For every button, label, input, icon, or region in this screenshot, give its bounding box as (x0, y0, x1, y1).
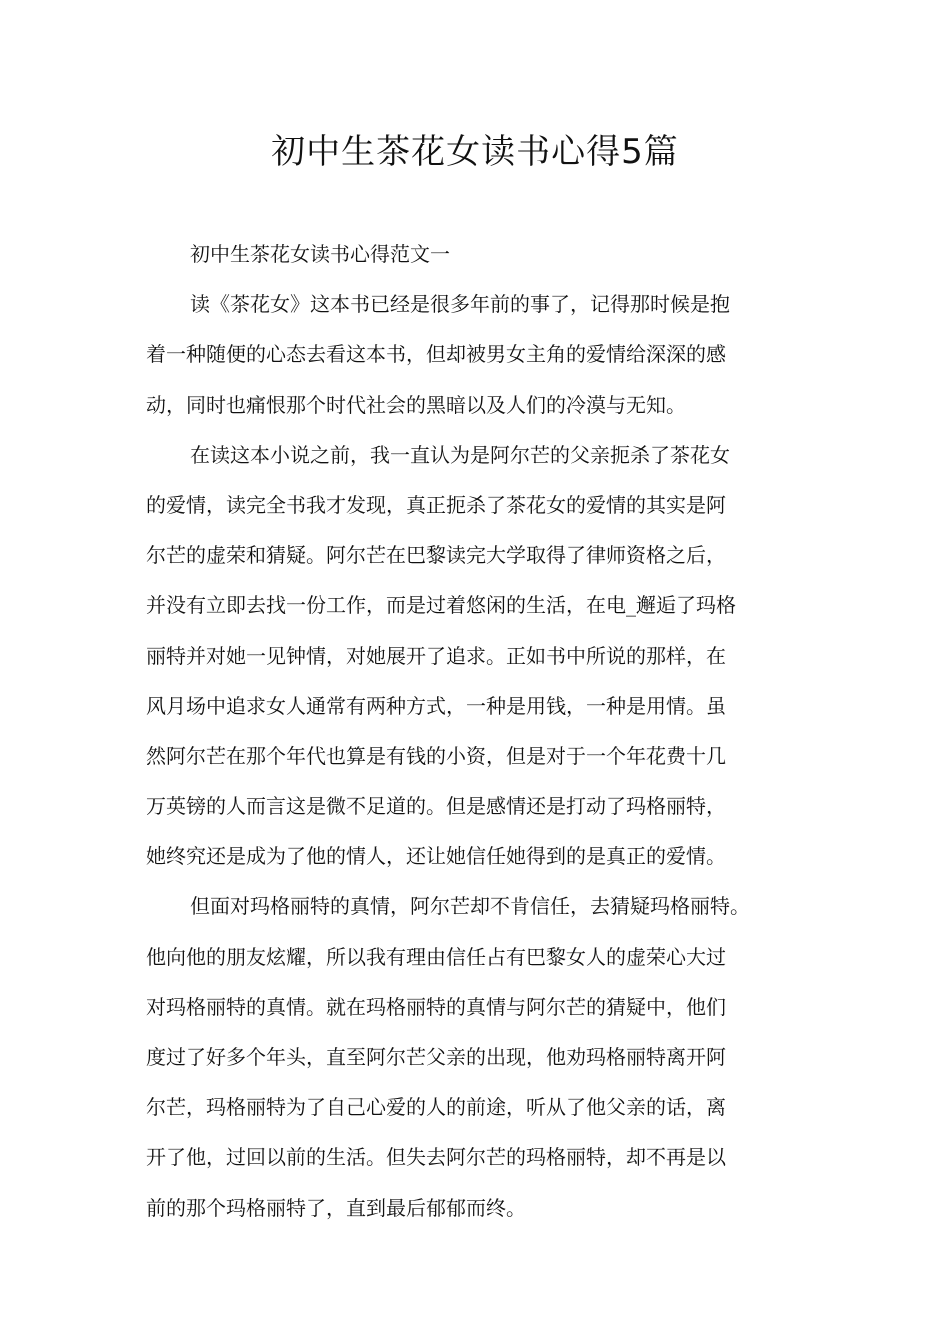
paragraph-line: 对玛格丽特的真情。就在玛格丽特的真情与阿尔芒的猜疑中，他们 (146, 994, 726, 1019)
paragraph-line: 万英镑的人而言这是微不足道的。但是感情还是打动了玛格丽特， (146, 794, 726, 819)
paragraph-1 (146, 279, 810, 430)
paragraph-line: 风月场中追求女人通常有两种方式，一种是用钱，一种是用情。虽 (146, 693, 726, 718)
paragraph-line: 的爱情，读完全书我才发现，真正扼杀了茶花女的爱情的其实是阿 (146, 492, 726, 517)
paragraph-line: 在读这本小说之前，我一直认为是阿尔芒的父亲扼杀了茶花女 (190, 442, 730, 467)
paragraph-line: 开了他，过回以前的生活。但失去阿尔芒的玛格丽特，却不再是以 (146, 1145, 726, 1170)
paragraph-2 (146, 430, 810, 882)
paragraph-line: 动，同时也痛恨那个时代社会的黑暗以及人们的冷漠与无知。 (146, 392, 686, 417)
document-title: 初中生茶花女读书心得5篇 (271, 132, 679, 172)
paragraph-line: 尔芒，玛格丽特为了自己心爱的人的前途，听从了他父亲的话，离 (146, 1095, 726, 1120)
section-subheading: 初中生茶花女读书心得范文一 (190, 242, 450, 266)
paragraph-line: 着一种随便的心态去看这本书，但却被男女主角的爱情给深深的感 (146, 342, 726, 367)
paragraph-3 (146, 881, 810, 1232)
paragraph-line: 前的那个玛格丽特了，直到最后郁郁而终。 (146, 1195, 526, 1220)
paragraph-line: 尔芒的虚荣和猜疑。阿尔芒在巴黎读完大学取得了律师资格之后， (146, 543, 726, 568)
document-body (146, 229, 810, 1233)
paragraph-line: 并没有立即去找一份工作，而是过着悠闲的生活，在电_邂逅了玛格 (146, 593, 736, 618)
paragraph-line: 然阿尔芒在那个年代也算是有钱的小资，但是对于一个年花费十几 (146, 743, 726, 768)
paragraph-line: 但面对玛格丽特的真情，阿尔芒却不肯信任，去猜疑玛格丽特。 (190, 894, 750, 919)
paragraph-line: 丽特并对她一见钟情，对她展开了追求。正如书中所说的那样，在 (146, 643, 726, 668)
paragraph-line: 读《茶花女》这本书已经是很多年前的事了，记得那时候是抱 (190, 292, 730, 317)
paragraph-line: 他向他的朋友炫耀，所以我有理由信任占有巴黎女人的虚荣心大过 (146, 944, 726, 969)
paragraph-line: 她终究还是成为了他的情人，还让她信任她得到的是真正的爱情。 (146, 844, 726, 869)
paragraph-line: 度过了好多个年头，直至阿尔芒父亲的出现，他劝玛格丽特离开阿 (146, 1045, 726, 1069)
